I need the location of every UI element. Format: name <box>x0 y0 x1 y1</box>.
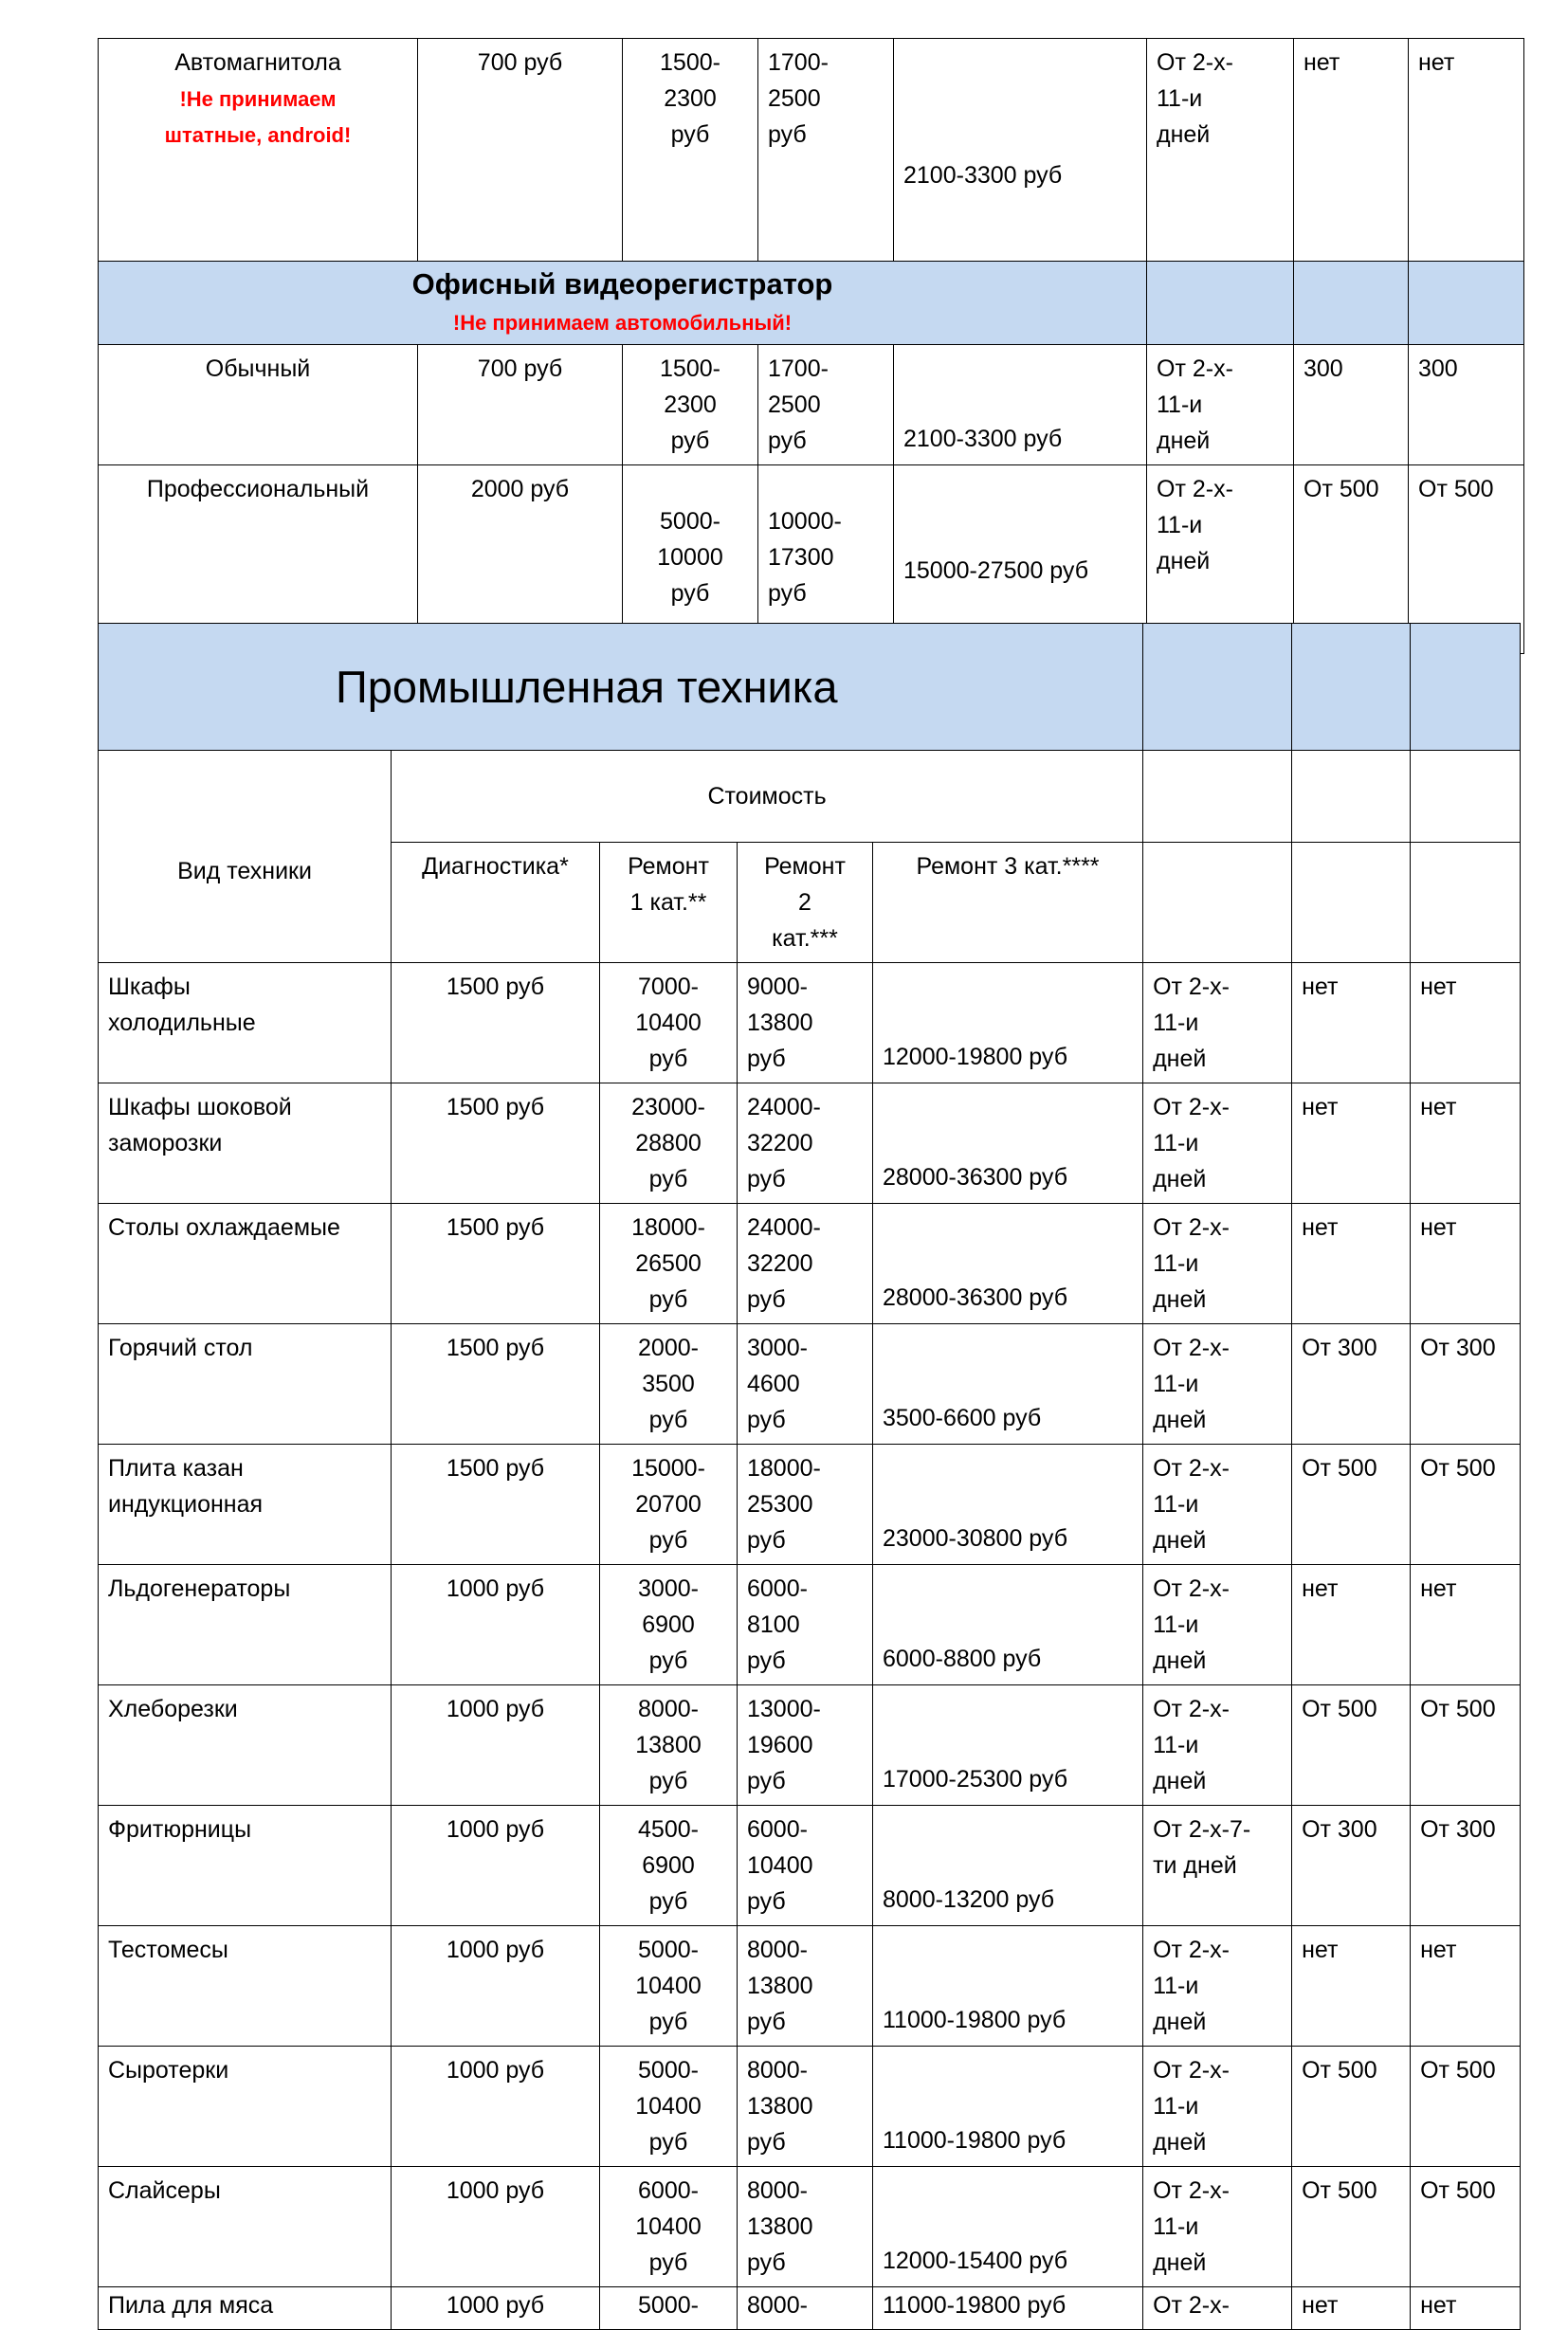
extra-col-a: От 500 <box>1292 2047 1411 2167</box>
table-row-car-radio <box>99 39 1524 262</box>
repair-term: От 2-х- 11-и дней <box>1143 1324 1292 1445</box>
header-repair-cat2: Ремонт 2 кат.*** <box>738 843 873 963</box>
repair-cat2-price: 10000- 17300 руб <box>758 465 894 654</box>
diagnostics-price: 1000 руб <box>392 1565 600 1685</box>
table-row <box>99 345 1524 465</box>
table-row <box>99 1445 1521 1565</box>
repair-cat3-price: 28000-36300 руб <box>873 1204 1143 1324</box>
header-blank-cell <box>1292 843 1411 963</box>
header-diagnostics: Диагностика* <box>392 843 600 963</box>
diagnostics-price: 1000 руб <box>392 2167 600 2287</box>
repair-cat1-price: 23000- 28800 руб <box>600 1083 738 1204</box>
equipment-name: Пила для мяса <box>99 2287 392 2330</box>
repair-cat2-price: 6000- 8100 руб <box>738 1565 873 1685</box>
header-blank-cell <box>1143 843 1292 963</box>
header-kind: Вид техники <box>99 751 392 963</box>
warning-note: !Не принимаем штатные, android! <box>164 87 352 147</box>
extra-col-b: От 500 <box>1411 2047 1521 2167</box>
section-blank-cell <box>1294 262 1409 345</box>
extra-col-b: нет <box>1411 963 1521 1083</box>
repair-cat2-price: 6000- 10400 руб <box>738 1806 873 1926</box>
diagnostics-price: 1000 руб <box>392 1926 600 2047</box>
repair-term: От 2-х- 11-и дней <box>1147 39 1294 262</box>
equipment-name: Хлеборезки <box>99 1685 392 1806</box>
header-blank-cell <box>1411 751 1521 843</box>
table-row <box>99 1083 1521 1204</box>
header-blank-cell <box>1411 843 1521 963</box>
extra-col-a: нет <box>1292 963 1411 1083</box>
extra-col-b: нет <box>1409 39 1524 262</box>
repair-term: От 2-х- 11-и дней <box>1143 1565 1292 1685</box>
repair-term: От 2-х- 11-и дней <box>1143 1685 1292 1806</box>
diagnostics-price: 700 руб <box>418 39 623 262</box>
extra-col-b: 300 <box>1409 345 1524 465</box>
repair-cat2-price: 24000- 32200 руб <box>738 1083 873 1204</box>
table-title-row <box>99 624 1521 751</box>
diagnostics-price: 1500 руб <box>392 1324 600 1445</box>
title-blank-cell <box>1292 624 1411 751</box>
repair-term: От 2-х- 11-и дней <box>1147 345 1294 465</box>
table-row <box>99 1806 1521 1926</box>
section-row-office-recorder <box>99 262 1524 345</box>
repair-cat2-price: 9000- 13800 руб <box>738 963 873 1083</box>
diagnostics-price: 1000 руб <box>392 2047 600 2167</box>
repair-cat1-price: 1500- 2300 руб <box>623 39 758 262</box>
repair-cat3-price: 23000-30800 руб <box>873 1445 1143 1565</box>
industrial-equipment-table <box>98 623 1521 2330</box>
header-repair-cat1: Ремонт 1 кат.** <box>600 843 738 963</box>
extra-col-a: нет <box>1292 1565 1411 1685</box>
repair-cat2-price: 8000- 13800 руб <box>738 2167 873 2287</box>
table-row <box>99 1565 1521 1685</box>
extra-col-a: От 300 <box>1292 1806 1411 1926</box>
diagnostics-price: 1000 руб <box>392 1806 600 1926</box>
repair-cat3-price: 17000-25300 руб <box>873 1685 1143 1806</box>
extra-col-b: нет <box>1411 1926 1521 2047</box>
extra-col-a: От 500 <box>1292 1685 1411 1806</box>
extra-col-a: нет <box>1292 2287 1411 2330</box>
repair-term: От 2-х- 11-и дней <box>1147 465 1294 654</box>
equipment-name: Сыротерки <box>99 2047 392 2167</box>
repair-cat2-price: 3000- 4600 руб <box>738 1324 873 1445</box>
section-title: Офисный видеорегистратор <box>411 267 833 300</box>
extra-col-b: От 500 <box>1411 1445 1521 1565</box>
repair-cat3-price: 12000-15400 руб <box>873 2167 1143 2287</box>
repair-cat1-price: 7000- 10400 руб <box>600 963 738 1083</box>
table-row <box>99 1324 1521 1445</box>
device-name: Профессиональный <box>99 465 418 654</box>
extra-col-a: От 500 <box>1292 1445 1411 1565</box>
repair-cat2-price: 18000- 25300 руб <box>738 1445 873 1565</box>
repair-cat3-price: 11000-19800 руб <box>873 1926 1143 2047</box>
repair-term: От 2-х-7- ти дней <box>1143 1806 1292 1926</box>
repair-cat1-price: 5000- 10000 руб <box>623 465 758 654</box>
repair-term: От 2-х- 11-и дней <box>1143 2167 1292 2287</box>
repair-cat1-price: 5000- <box>600 2287 738 2330</box>
extra-col-b: От 300 <box>1411 1806 1521 1926</box>
extra-col-b: От 500 <box>1411 2167 1521 2287</box>
extra-col-a: нет <box>1292 1204 1411 1324</box>
extra-col-a: нет <box>1292 1083 1411 1204</box>
repair-cat3-price: 11000-19800 руб <box>873 2287 1143 2330</box>
diagnostics-price: 700 руб <box>418 345 623 465</box>
header-row-top <box>99 751 1521 843</box>
section-heading-cell <box>99 262 1147 345</box>
repair-cat3-price: 2100-3300 руб <box>894 345 1147 465</box>
extra-col-b: От 500 <box>1411 1685 1521 1806</box>
repair-cat2-price: 8000- 13800 руб <box>738 1926 873 2047</box>
diagnostics-price: 2000 руб <box>418 465 623 654</box>
equipment-name: Тестомесы <box>99 1926 392 2047</box>
repair-term: От 2-х- 11-и дней <box>1143 1204 1292 1324</box>
device-name-cell <box>99 39 418 262</box>
repair-cat1-price: 6000- 10400 руб <box>600 2167 738 2287</box>
table-row <box>99 963 1521 1083</box>
repair-term: От 2-х- 11-и дней <box>1143 963 1292 1083</box>
repair-cat2-price: 1700- 2500 руб <box>758 39 894 262</box>
repair-term: От 2-х- 11-и дней <box>1143 2047 1292 2167</box>
extra-col-b: нет <box>1411 1204 1521 1324</box>
table-row-last <box>99 2287 1521 2330</box>
device-name: Обычный <box>99 345 418 465</box>
repair-term: От 2-х- 11-и дней <box>1143 1926 1292 2047</box>
repair-cat2-price: 8000- <box>738 2287 873 2330</box>
section-blank-cell <box>1409 262 1524 345</box>
repair-cat1-price: 2000- 3500 руб <box>600 1324 738 1445</box>
repair-cat3-price: 6000-8800 руб <box>873 1565 1143 1685</box>
repair-cat3-price: 2100-3300 руб <box>894 39 1147 262</box>
repair-cat1-price: 5000- 10400 руб <box>600 1926 738 2047</box>
repair-cat3-price: 3500-6600 руб <box>873 1324 1143 1445</box>
diagnostics-price: 1500 руб <box>392 1204 600 1324</box>
diagnostics-price: 1000 руб <box>392 2287 600 2330</box>
equipment-name: Горячий стол <box>99 1324 392 1445</box>
repair-cat3-price: 12000-19800 руб <box>873 963 1143 1083</box>
diagnostics-price: 1500 руб <box>392 963 600 1083</box>
table-row <box>99 1685 1521 1806</box>
diagnostics-price: 1500 руб <box>392 1445 600 1565</box>
extra-col-a: нет <box>1294 39 1409 262</box>
equipment-name: Слайсеры <box>99 2167 392 2287</box>
header-blank-cell <box>1143 751 1292 843</box>
equipment-name: Льдогенераторы <box>99 1565 392 1685</box>
extra-col-b: нет <box>1411 2287 1521 2330</box>
repair-term: От 2-х- 11-и дней <box>1143 1445 1292 1565</box>
table-row <box>99 1204 1521 1324</box>
electronics-price-table <box>98 38 1524 654</box>
table-row <box>99 1926 1521 2047</box>
header-repair-cat3: Ремонт 3 кат.**** <box>873 843 1143 963</box>
repair-cat2-price: 13000- 19600 руб <box>738 1685 873 1806</box>
equipment-name: Фритюрницы <box>99 1806 392 1926</box>
repair-cat3-price: 28000-36300 руб <box>873 1083 1143 1204</box>
repair-cat1-price: 15000- 20700 руб <box>600 1445 738 1565</box>
diagnostics-price: 1000 руб <box>392 1685 600 1806</box>
table-row <box>99 2047 1521 2167</box>
repair-term: От 2-х- <box>1143 2287 1292 2330</box>
table-row <box>99 2167 1521 2287</box>
industrial-rows <box>99 963 1521 2287</box>
repair-cat1-price: 8000- 13800 руб <box>600 1685 738 1806</box>
repair-cat2-price: 8000- 13800 руб <box>738 2047 873 2167</box>
repair-cat1-price: 5000- 10400 руб <box>600 2047 738 2167</box>
repair-cat3-price: 15000-27500 руб <box>894 465 1147 654</box>
header-blank-cell <box>1292 751 1411 843</box>
repair-cat1-price: 3000- 6900 руб <box>600 1565 738 1685</box>
extra-col-b: От 300 <box>1411 1324 1521 1445</box>
diagnostics-price: 1500 руб <box>392 1083 600 1204</box>
extra-col-a: нет <box>1292 1926 1411 2047</box>
section-blank-cell <box>1147 262 1294 345</box>
extra-col-a: 300 <box>1294 345 1409 465</box>
title-blank-cell <box>1143 624 1292 751</box>
equipment-name: Шкафы холодильные <box>99 963 392 1083</box>
extra-col-b: От 500 <box>1409 465 1524 654</box>
repair-cat1-price: 18000- 26500 руб <box>600 1204 738 1324</box>
table-title: Промышленная техника <box>99 624 1143 751</box>
section-warning: !Не принимаем автомобильный! <box>452 311 793 335</box>
extra-col-a: От 300 <box>1292 1324 1411 1445</box>
repair-cat3-price: 8000-13200 руб <box>873 1806 1143 1926</box>
extra-col-a: От 500 <box>1294 465 1409 654</box>
repair-term: От 2-х- 11-и дней <box>1143 1083 1292 1204</box>
repair-cat1-price: 4500- 6900 руб <box>600 1806 738 1926</box>
extra-col-a: От 500 <box>1292 2167 1411 2287</box>
extra-col-b: нет <box>1411 1565 1521 1685</box>
extra-col-b: нет <box>1411 1083 1521 1204</box>
device-name: Автомагнитола <box>174 49 341 76</box>
repair-cat2-price: 24000- 32200 руб <box>738 1204 873 1324</box>
repair-cat1-price: 1500- 2300 руб <box>623 345 758 465</box>
equipment-name: Столы охлаждаемые <box>99 1204 392 1324</box>
header-cost: Стоимость <box>392 751 1143 843</box>
equipment-name: Плита казан индукционная <box>99 1445 392 1565</box>
repair-cat3-price: 11000-19800 руб <box>873 2047 1143 2167</box>
repair-cat2-price: 1700- 2500 руб <box>758 345 894 465</box>
title-blank-cell <box>1411 624 1521 751</box>
equipment-name: Шкафы шоковой заморозки <box>99 1083 392 1204</box>
